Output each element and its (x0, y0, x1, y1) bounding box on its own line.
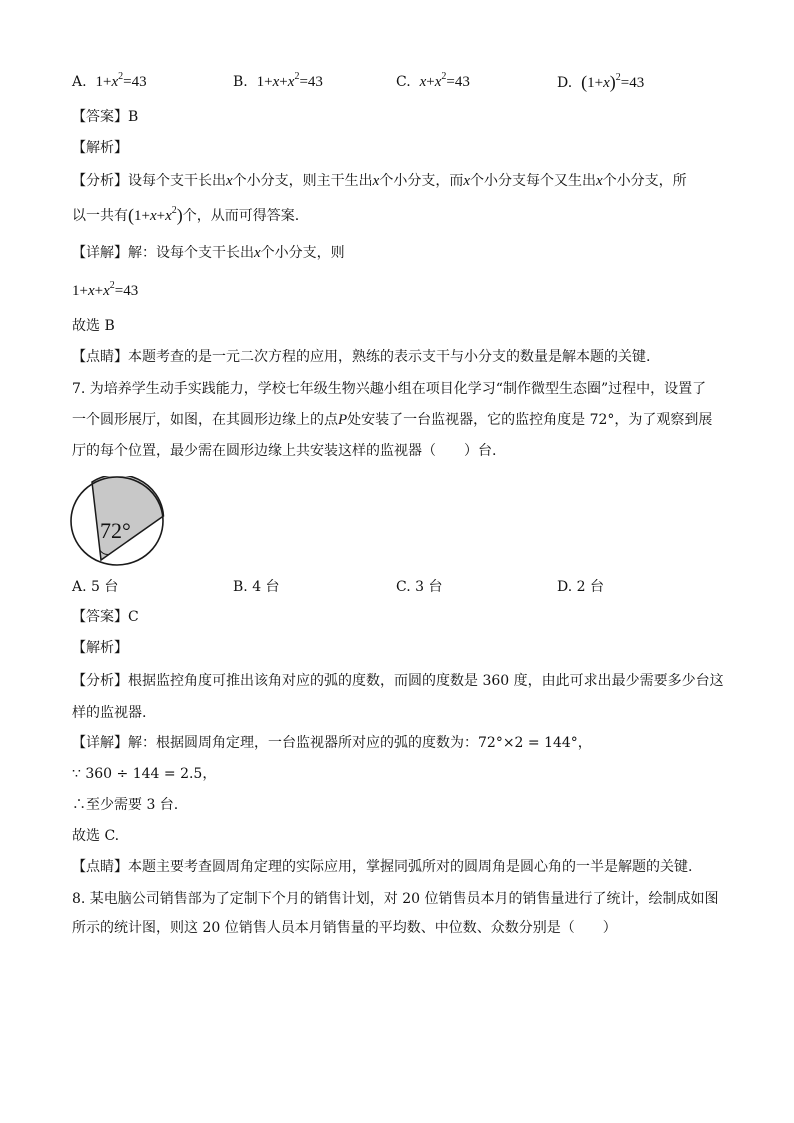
q7-stem-line2: 一个圆形展厅，如图，在其圆形边缘上的点P处安装了一台监视器，它的监控角度是 72°，为了观察到展 (72, 412, 713, 428)
q7-choose: 故选 C. (72, 828, 120, 844)
q8-stem-line1: 8. 某电脑公司销售部为了定制下个月的销售计划，对 20 位销售员本月的销售量进行了统计，绘制成如图 (72, 891, 719, 907)
q7-stem-line1: 7. 为培养学生动手实践能力，学校七年级生物兴趣小组在项目化学习“制作微型生态圈”过程中，设置了 (72, 381, 707, 397)
q7-option-d: D. 2 台 (557, 579, 604, 595)
q6-key-point: 【点睛】本题考查的是一元二次方程的应用，熟练的表示支干与小分支的数量是解本题的关键. (72, 349, 651, 365)
q7-stem-line3: 厅的每个位置，最少需在圆形边缘上共安装这样的监视器（ ）台. (72, 443, 497, 459)
q7-detail-line1: 【详解】解：根据圆周角定理，一台监视器所对应的弧的度数为：72°×2 = 144°， (72, 735, 592, 751)
q7-analysis-heading: 【解析】 (72, 640, 128, 656)
q7-analysis-line1: 【分析】根据监控角度可推出该角对应的弧的度数，而圆的度数是 360 度，由此可求出最少需要多少台这 (72, 673, 724, 689)
q8-stem-line2: 所示的统计图，则这 20 位销售人员本月销售量的平均数、中位数、众数分别是（ ） (72, 920, 617, 936)
q6-analysis-heading: 【解析】 (72, 140, 128, 156)
angle-label: 72° (100, 518, 131, 543)
q6-option-a: A. $1+x^2=43$ (72, 71, 147, 90)
q6-option-b: B. $1+x+x^2=43$ (233, 71, 323, 90)
q7-circle-figure (70, 476, 166, 566)
q7-option-b: B. 4 台 (233, 579, 280, 595)
q7-analysis-line2: 样的监视器. (72, 705, 147, 721)
q6-equation: $1+x+x^2=43$ (72, 280, 139, 299)
q6-answer: 【答案】B (72, 109, 139, 125)
q7-option-a: A. 5 台 (72, 579, 119, 595)
q6-option-c: C. $x+x^2=43$ (396, 71, 470, 90)
q7-detail-line3: ∴至少需要 3 台. (72, 797, 179, 813)
q6-detail-line1: 【详解】解：设每个支干长出x个小分支，则 (72, 245, 345, 261)
q6-analysis-line2: 以一共有$(1+x+x^2)$个，从而可得答案. (72, 205, 300, 225)
q6-choose: 故选 B (72, 318, 115, 334)
q7-detail-line2: ∵ 360 ÷ 144 = 2.5， (72, 766, 217, 782)
q6-option-d: D. $(1+x)^2=43$ (557, 72, 645, 92)
q6-analysis-line1: 【分析】设每个支干长出x个小分支，则主干生出x个小分支，而x个小分支每个又生出x个小分支，所 (72, 173, 687, 189)
q7-option-c: C. 3 台 (396, 579, 443, 595)
q7-key-point: 【点睛】本题主要考查圆周角定理的实际应用，掌握同弧所对的圆周角是圆心角的一半是解题的关键. (72, 859, 693, 875)
q7-answer: 【答案】C (72, 609, 139, 625)
